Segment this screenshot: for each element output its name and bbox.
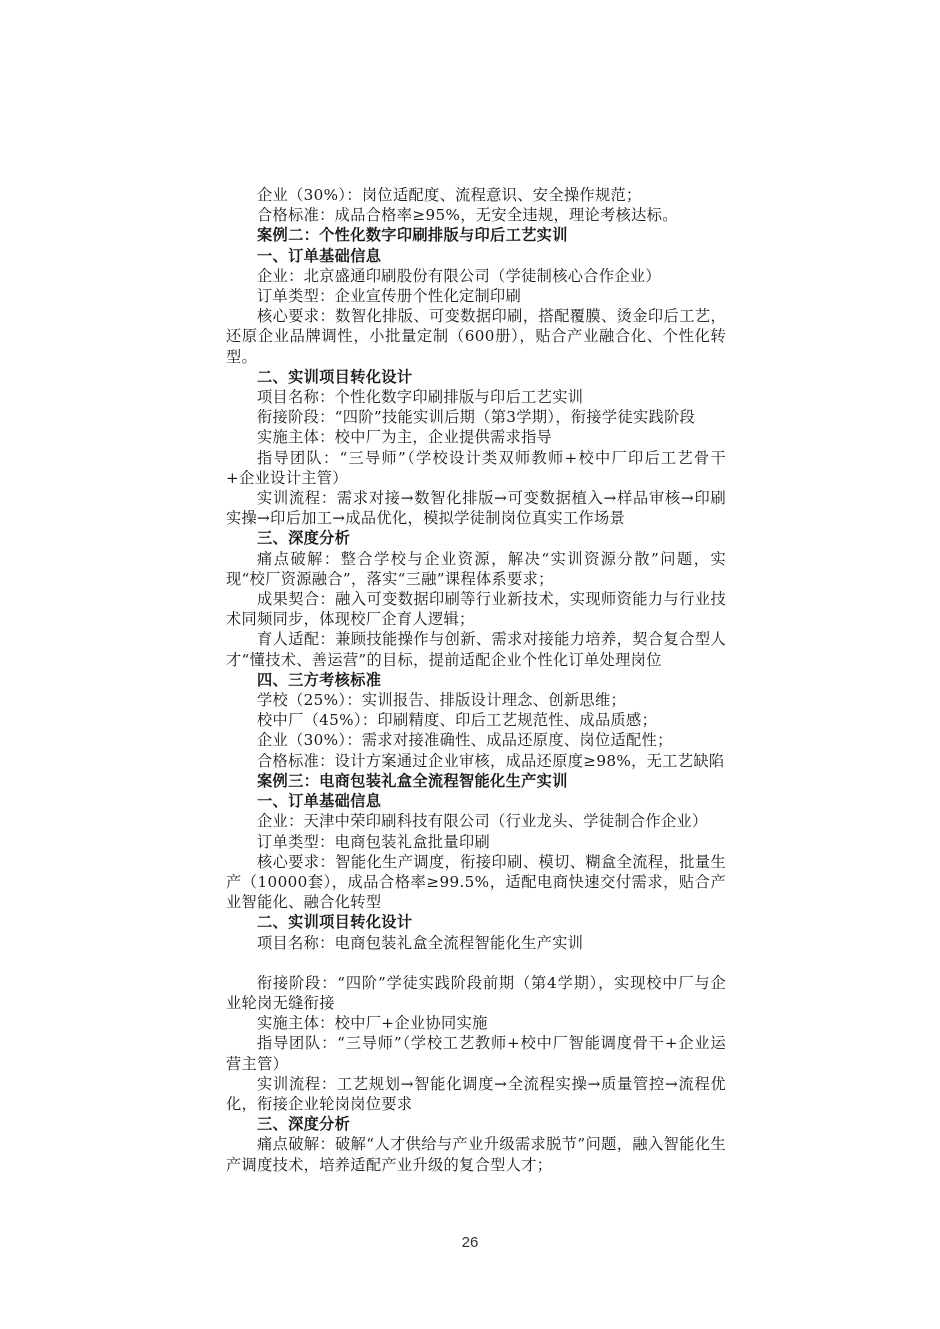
paragraph: 企业：北京盛通印刷股份有限公司（学徒制核心合作企业） [257, 266, 661, 285]
paragraph: 指导团队：“三导师”（学校工艺教师+校中厂智能调度骨干+企业运营主管） [226, 1034, 726, 1073]
paragraph: 项目名称：个性化数字印刷排版与印后工艺实训 [257, 388, 584, 407]
paragraph: 企业：天津中荣印刷科技有限公司（行业龙头、学徒制合作企业） [257, 812, 708, 831]
paragraph: 校中厂（45%）：印刷精度、印后工艺规范性、成品质感； [257, 711, 658, 730]
paragraph: 订单类型：电商包装礼盒批量印刷 [257, 832, 491, 851]
section-heading: 一、订单基础信息 [257, 792, 382, 811]
section-heading: 四、三方考核标准 [257, 670, 382, 689]
section-heading: 二、实训项目转化设计 [257, 913, 413, 932]
document-body [226, 185, 726, 1175]
paragraph: 学校（25%）：实训报告、排版设计理念、创新思维； [257, 691, 627, 710]
section-heading: 三、深度分析 [257, 1115, 351, 1134]
paragraph: 实施主体：校中厂+企业协同实施 [257, 1014, 488, 1033]
paragraph: 实训流程：需求对接→数智化排版→可变数据植入→样品审核→印刷实操→印后加工→成品优化，模拟学徒制岗位真实工作场景 [226, 489, 726, 528]
paragraph: 合格标准：设计方案通过企业审核，成品还原度≥98%，无工艺缺陷 [257, 751, 725, 770]
paragraph: 订单类型：企业宣传册个性化定制印刷 [257, 287, 522, 306]
paragraph: 企业（30%）：需求对接准确性、成品还原度、岗位适配性； [257, 731, 673, 750]
paragraph: 核心要求：数智化排版、可变数据印刷，搭配覆膜、烫金印后工艺，还原企业品牌调性，小批量定制（600册），贴合产业融合化、个性化转型。 [226, 307, 726, 366]
paragraph: 核心要求：智能化生产调度，衔接印刷、模切、糊盒全流程，批量生产（10000套），成品合格率≥99.5%，适配电商快速交付需求，贴合产业智能化、融合化转型 [226, 852, 726, 912]
paragraph: 实训流程：工艺规划→智能化调度→全流程实操→质量管控→流程优化，衔接企业轮岗岗位要求 [226, 1074, 726, 1113]
paragraph: 育人适配：兼顾技能操作与创新、需求对接能力培养，契合复合型人才“懂技术、善运营”的目标，提前适配企业个性化订单处理岗位 [226, 630, 726, 669]
section-heading: 三、深度分析 [257, 529, 351, 548]
paragraph: 衔接阶段：“四阶”技能实训后期（第3学期），衔接学徒实践阶段 [257, 408, 696, 427]
paragraph: 企业（30%）：岗位适配度、流程意识、安全操作规范； [257, 186, 642, 204]
page-number: 26 [461, 1234, 479, 1251]
paragraph: 合格标准：成品合格率≥95%，无安全违规，理论考核达标。 [257, 206, 678, 225]
paragraph: 痛点破解：破解“人才供给与产业升级需求脱节”问题，融入智能化生产调度技术，培养适配产业升级的复合型人才； [226, 1135, 726, 1174]
paragraph: 成果契合：融入可变数据印刷等行业新技术，实现师资能力与行业技术同频同步，体现校厂企育人逻辑； [226, 590, 726, 629]
section-heading: 二、实训项目转化设计 [257, 367, 413, 386]
paragraph: 实施主体：校中厂为主，企业提供需求指导 [257, 428, 553, 447]
paragraph: 痛点破解：整合学校与企业资源，解决“实训资源分散”问题，实现“校厂资源融合”，落实“三融”课程体系要求； [226, 549, 726, 588]
section-heading: 一、订单基础信息 [257, 246, 382, 265]
paragraph: 衔接阶段：“四阶”学徒实践阶段前期（第4学期），实现校中厂与企业轮岗无缝衔接 [226, 973, 726, 1012]
paragraph: 指导团队：“三导师”（学校设计类双师教师+校中厂印后工艺骨干+企业设计主管） [226, 448, 726, 487]
paragraph: 项目名称：电商包装礼盒全流程智能化生产实训 [257, 933, 584, 952]
section-heading: 案例三：电商包装礼盒全流程智能化生产实训 [257, 771, 568, 790]
section-heading: 案例二：个性化数字印刷排版与印后工艺实训 [257, 226, 568, 245]
